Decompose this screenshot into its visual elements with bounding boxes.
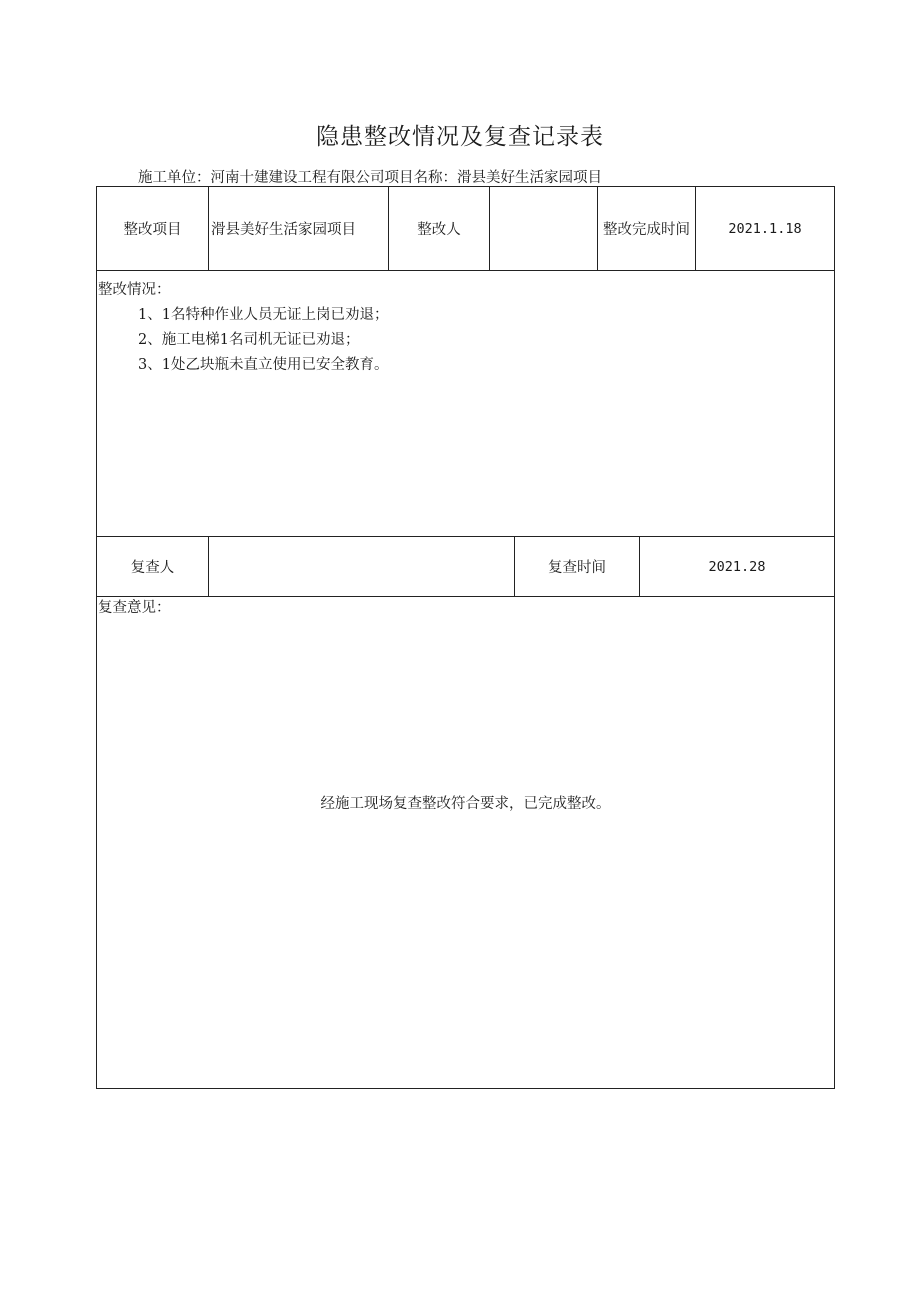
record-table [96, 186, 835, 1089]
review-opinion-text: 经施工现场复查整改符合要求，已完成整改。 [320, 796, 611, 812]
finish-time-value: 2021.1.18 [728, 220, 802, 237]
rectify-person-value [490, 187, 597, 270]
situation-section [98, 278, 830, 378]
situation-label: 整改情况： [98, 282, 171, 298]
finish-time-label: 整改完成时间 [603, 222, 690, 238]
situation-item: 2、施工电梯1名司机无证已劝退； [138, 332, 360, 348]
situation-item: 1、1名特种作业人员无证上岗已劝退； [138, 307, 389, 323]
rectify-person-label: 整改人 [417, 222, 461, 238]
header-line [138, 166, 602, 187]
table-border-left [96, 186, 97, 1089]
reviewer-value [209, 537, 514, 596]
table-border-bottom [96, 1088, 835, 1089]
project-label: 项目名称： [384, 170, 457, 186]
unit-value: 河南十建建设工程有限公司 [210, 170, 385, 186]
table-border-right [834, 186, 835, 1089]
review-time-label: 复查时间 [548, 560, 606, 576]
review-opinion-label: 复查意见： [98, 600, 171, 616]
rectify-item-label: 整改项目 [123, 222, 182, 238]
review-time-value: 2021.28 [708, 558, 766, 575]
unit-label: 施工单位： [138, 170, 211, 186]
row-divider-1 [96, 270, 835, 271]
reviewer-label: 复查人 [130, 560, 175, 576]
document-title: 隐患整改情况及复查记录表 [316, 124, 604, 150]
rectify-item-value: 滑县美好生活家园项目 [211, 222, 356, 238]
situation-item: 3、1处乙块瓶未直立使用已安全教育。 [138, 357, 389, 373]
project-value: 滑县美好生活家园项目 [457, 170, 602, 186]
